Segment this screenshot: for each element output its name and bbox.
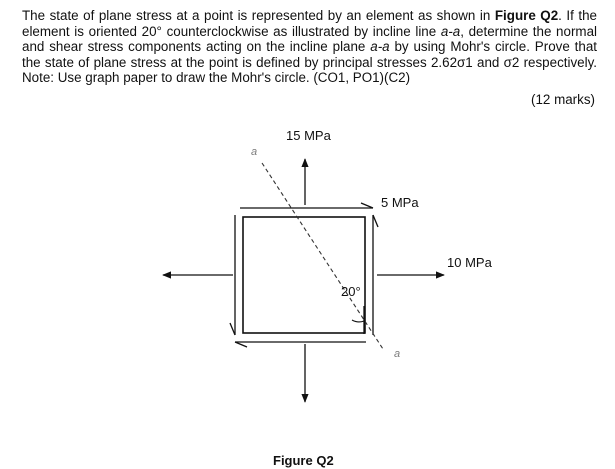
bottom-shear-arrowhead [235, 342, 247, 347]
question-part-3: , determine the normal and shear stress components acting on the incline plane [22, 23, 597, 55]
question-part-4: by using Mohr's circle. Prove that the state of plane stress at the point is defined by principal stresses 2.62σ1 and σ2 respectively. Note: Use graph paper to draw the Mohr's circle. (CO1, PO1)(C2) [22, 39, 597, 86]
shear-stress-label: 5 MPa [381, 195, 419, 210]
angle-arc [352, 320, 364, 322]
question-part-1: The state of plane stress at a point is represented by an element as shown in [22, 8, 495, 23]
incline-label-top: a [251, 146, 258, 158]
top-stress-label: 15 MPa [286, 128, 331, 143]
marks-allocation: (12 marks) [531, 92, 595, 107]
question-part-2: . If the element is oriented 20° counterclockwise as illustrated by incline line [22, 8, 597, 39]
incline-label-bottom: a [394, 348, 401, 360]
stress-element-square [243, 217, 365, 333]
right-shear-arrowhead [373, 215, 378, 227]
right-stress-label: 10 MPa [447, 255, 492, 270]
left-shear-arrowhead [230, 323, 235, 335]
top-shear-arrowhead [361, 203, 373, 208]
figure-caption: Figure Q2 [273, 453, 334, 468]
incline-line-name: a-a [440, 23, 461, 39]
incline-plane-name: a-a [370, 39, 390, 55]
angle-label: 20° [341, 284, 361, 299]
figure-reference: Figure Q2 [494, 8, 559, 23]
